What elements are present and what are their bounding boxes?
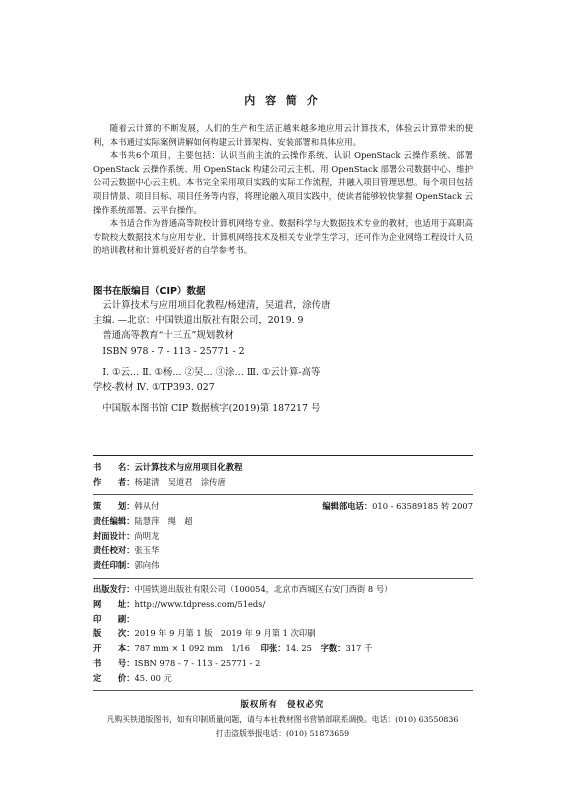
editor-info — [93, 499, 473, 573]
isbn-label: 书 号： — [93, 657, 135, 668]
cover-design-row — [93, 529, 473, 544]
website-row — [93, 597, 473, 612]
print-manager-value: 郭向伟 — [134, 560, 160, 571]
book-author-row — [93, 475, 473, 490]
edition-row — [93, 626, 473, 641]
words-label: 字数： — [320, 643, 346, 654]
format-row — [93, 641, 473, 656]
cover-design-value: 尚明龙 — [134, 530, 160, 541]
divider — [93, 578, 473, 579]
proofreader-value: 张玉华 — [134, 545, 160, 556]
divider — [93, 455, 473, 456]
print-manager-row — [93, 558, 473, 573]
book-title: 云计算技术与应用项目化教程 — [134, 462, 243, 472]
intro-paragraph-2: 本书共6个项目，主要包括：认识当前主流的云操作系统、认识 OpenStack 云操作系统、部署 OpenStack 云操作系统、用 OpenStack 构建公司云主机、用 OpenStack 部署公司数据中心、维护公司云数据中心云主机。本书完全采用项目实践的实际工作流程，并融入项目管理思想。每个项目包括项目情景、项目目标、项目任务等内容，将理论融入项目实践中，使读者能够较快掌握 OpenStack 云操作系统部署、云平台操作。 — [93, 150, 473, 215]
intro-paragraph-3: 本书适合作为普通高等院校计算机网络专业、数据科学与大数据技术专业的教材，也适用于高职高专院校大数据技术与应用专业、计算机网络技术及相关专业学生学习，还可作为企业网络工程设计人员的培训教材和计算机爱好者的自学参考书。 — [93, 218, 473, 256]
piracy-hotline: 打击盗版举报电话：(010) 51873659 — [215, 729, 350, 738]
cip-line-3: 普通高等教育“十三五”规划教材 — [102, 330, 234, 342]
divider — [93, 690, 473, 691]
publisher-row — [93, 582, 473, 597]
book-authors: 杨建清 吴道君 涂传唐 — [134, 476, 226, 487]
printer-row — [93, 612, 473, 627]
price-label: 定 价： — [93, 672, 135, 683]
format-value: 787 mm × 1 092 mm 1/16 — [134, 643, 250, 654]
footer-notice — [0, 713, 565, 741]
intro-title: 内 容 简 介 — [244, 94, 321, 107]
price-value: 45. 00 元 — [134, 672, 172, 683]
planning-label: 策 划： — [93, 501, 135, 511]
words-value: 317 千 — [345, 643, 373, 654]
publisher-label: 出版发行： — [93, 584, 135, 594]
divider — [93, 494, 473, 495]
publish-info — [93, 582, 473, 686]
cip-line-4: ISBN 978 - 7 - 113 - 25771 - 2 — [102, 345, 245, 357]
publisher-value: 中国铁道出版社有限公司（100054，北京市西城区右安门西街 8 号） — [134, 584, 393, 594]
print-manager-label: 责任印制： — [93, 560, 135, 571]
planning-row — [93, 499, 473, 514]
proofreader-row — [93, 543, 473, 558]
isbn-value: ISBN 978 - 7 - 113 - 25771 - 2 — [134, 657, 261, 668]
phone-value: 010 - 63589185 转 2007 — [372, 501, 473, 511]
intro-body — [93, 122, 473, 258]
printer-label: 印 刷： — [93, 613, 135, 624]
responsible-editor-value: 陆慧萍 绳 超 — [134, 515, 193, 526]
editorial-phone — [322, 499, 473, 514]
cip-block — [93, 298, 473, 416]
cip-line-1: 云计算技术与应用项目化教程/杨建清，吴道君，涂传唐 — [102, 300, 331, 311]
book-title-row — [93, 460, 473, 475]
book-author-label: 作 者： — [93, 476, 135, 487]
cip-line-7: 中国版本图书馆 CIP 数据核字(2019)第 187217 号 — [102, 403, 321, 415]
isbn-row — [93, 656, 473, 671]
cip-line-6: 学校-教材 Ⅳ. ①TP393. 027 — [93, 382, 215, 394]
planning-value: 韩从付 — [134, 501, 160, 511]
quality-notice: 凡购买铁道版图书，如有印制质量问题，请与本社教材图书营销部联系调换。电话：(010) 63550836 — [106, 715, 459, 724]
format-label: 开 本： — [93, 643, 135, 654]
book-title-label: 书 名： — [93, 462, 135, 472]
intro-paragraph-1: 随着云计算的不断发展，人们的生产和生活正越来越多地应用云计算技术，体验云计算带来的便利，本书通过实际案例讲解如何构建云计算架构、安装部署和具体应用。 — [93, 123, 473, 147]
responsible-editor-row — [93, 514, 473, 529]
cip-line-5: Ⅰ. ①云… Ⅱ. ①杨… ②吴… ③涂… Ⅲ. ①云计算-高等 — [102, 366, 321, 378]
sheets-value: 14. 25 — [285, 643, 312, 654]
rights-reserved: 版权所有 侵权必究 — [240, 699, 325, 709]
price-row — [93, 671, 473, 686]
edition-label: 版 次： — [93, 628, 135, 639]
sheets-label: 印张： — [260, 643, 286, 654]
phone-label: 编辑部电话： — [322, 501, 373, 511]
cip-heading: 图书在版编目（CIP）数据 — [93, 286, 206, 297]
edition-value: 2019 年 9 月第 1 版 2019 年 9 月第 1 次印刷 — [134, 628, 316, 639]
book-info — [93, 460, 473, 490]
website-label: 网 址： — [93, 598, 135, 609]
proofreader-label: 责任校对： — [93, 545, 135, 556]
cover-design-label: 封面设计： — [93, 530, 135, 541]
responsible-editor-label: 责任编辑： — [93, 515, 135, 526]
cip-line-2: 主编. —北京：中国铁道出版社有限公司，2019. 9 — [93, 315, 304, 327]
website-value: http://www.tdpress.com/51eds/ — [134, 598, 266, 609]
